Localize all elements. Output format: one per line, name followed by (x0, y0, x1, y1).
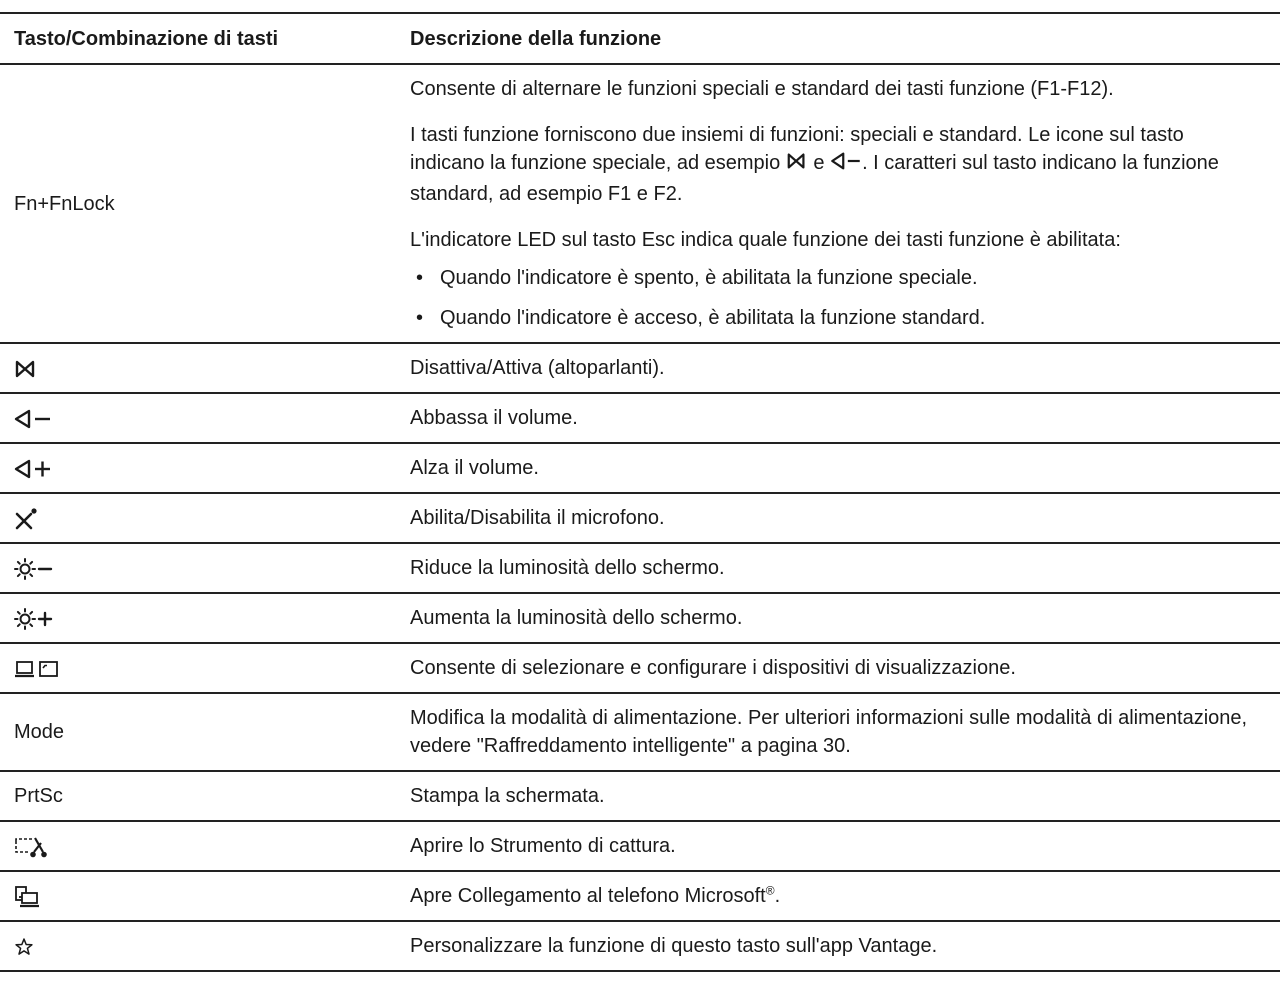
table-row (0, 771, 1280, 821)
description-text-part: . I caratteri sul tasto indicano la funzione standard, ad esempio F1 e F2. (410, 152, 1219, 205)
display-switch-icon (14, 658, 60, 680)
description-text: Consente di selezionare e configurare i dispositivi di visualizzazione. (410, 657, 1016, 679)
volume-down-icon (14, 407, 52, 431)
key-cell (0, 921, 396, 971)
key-label: PrtSc (14, 785, 63, 807)
description-text: Riduce la luminosità dello schermo. (410, 557, 725, 579)
key-cell (0, 871, 396, 921)
key-cell (0, 693, 396, 771)
description-cell (396, 493, 1280, 543)
table-row (0, 64, 1280, 343)
bullet-list (410, 264, 1260, 332)
description-text: Modifica la modalità di alimentazione. Per ulteriori informazioni sulle modalità di alimentazione, vedere "Raffreddamento intelligente" a pagina 30. (410, 707, 1248, 757)
snipping-tool-icon (14, 835, 50, 859)
description-text: Stampa la schermata. (410, 785, 605, 807)
description-cell (396, 393, 1280, 443)
description-cell (396, 821, 1280, 871)
brightness-down-icon (14, 557, 54, 581)
list-item: • Quando l'indicatore è spento, è abilitata la funzione speciale. (410, 264, 1260, 292)
key-cell (0, 543, 396, 593)
key-cell (0, 343, 396, 393)
function-keys-table (0, 12, 1280, 972)
description-cell (396, 921, 1280, 971)
description-cell (396, 343, 1280, 393)
description-text: Alza il volume. (410, 457, 539, 479)
table-row (0, 871, 1280, 921)
description-text-end: . (774, 885, 781, 907)
key-cell (0, 771, 396, 821)
description-text (410, 121, 1260, 208)
brightness-up-icon (14, 607, 54, 631)
description-cell (396, 871, 1280, 921)
table-row (0, 693, 1280, 771)
description-cell (396, 543, 1280, 593)
phone-link-icon (14, 885, 40, 909)
key-cell (0, 821, 396, 871)
key-cell (0, 643, 396, 693)
description-text-part: I tasti funzione forniscono due insiemi di funzioni: speciali e standard. Le icone sul tasto indicano la funzione speciale, ad esempio (410, 124, 1184, 174)
description-cell (396, 693, 1280, 771)
table-row (0, 543, 1280, 593)
description-cell (396, 643, 1280, 693)
table-row (0, 443, 1280, 493)
description-text: Aumenta la luminosità dello schermo. (410, 607, 743, 629)
table-row (0, 643, 1280, 693)
description-cell (396, 593, 1280, 643)
star-icon (14, 937, 34, 957)
key-cell (0, 493, 396, 543)
table-header-row (0, 13, 1280, 64)
volume-down-icon (830, 150, 862, 180)
table-row (0, 343, 1280, 393)
description-cell (396, 64, 1280, 343)
description-text: Disattiva/Attiva (altoparlanti). (410, 357, 665, 379)
description-text: Personalizzare la funzione di questo tasto sull'app Vantage. (410, 935, 938, 957)
table-row (0, 921, 1280, 971)
key-label: Mode (14, 721, 65, 743)
description-text: Abbassa il volume. (410, 407, 578, 429)
description-text-part: e (807, 152, 831, 174)
description-cell (396, 443, 1280, 493)
table-row (0, 493, 1280, 543)
key-cell (0, 443, 396, 493)
speaker-mute-icon (14, 357, 38, 381)
column-header-description: Descrizione della funzione (396, 13, 1280, 64)
table-row (0, 821, 1280, 871)
description-text: Consente di alternare le funzioni speciali e standard dei tasti funzione (F1-F12). (410, 78, 1114, 100)
column-header-key: Tasto/Combinazione di tasti (0, 13, 396, 64)
description-text: L'indicatore LED sul tasto Esc indica quale funzione dei tasti funzione è abilitata: (410, 229, 1121, 251)
volume-up-icon (14, 457, 52, 481)
microphone-mute-icon (14, 507, 40, 531)
list-item: • Quando l'indicatore è acceso, è abilitata la funzione standard. (410, 304, 1260, 332)
registered-mark: ® (765, 883, 775, 898)
key-cell (0, 64, 396, 343)
description-text: Apre Collegamento al telefono Microsoft (410, 885, 766, 907)
speaker-mute-icon (786, 150, 808, 180)
table-row (0, 393, 1280, 443)
key-cell (0, 393, 396, 443)
description-text: Aprire lo Strumento di cattura. (410, 835, 676, 857)
description-text: Abilita/Disabilita il microfono. (410, 507, 665, 529)
table-row (0, 593, 1280, 643)
key-label: Fn+FnLock (14, 192, 115, 215)
key-cell (0, 593, 396, 643)
description-cell (396, 771, 1280, 821)
